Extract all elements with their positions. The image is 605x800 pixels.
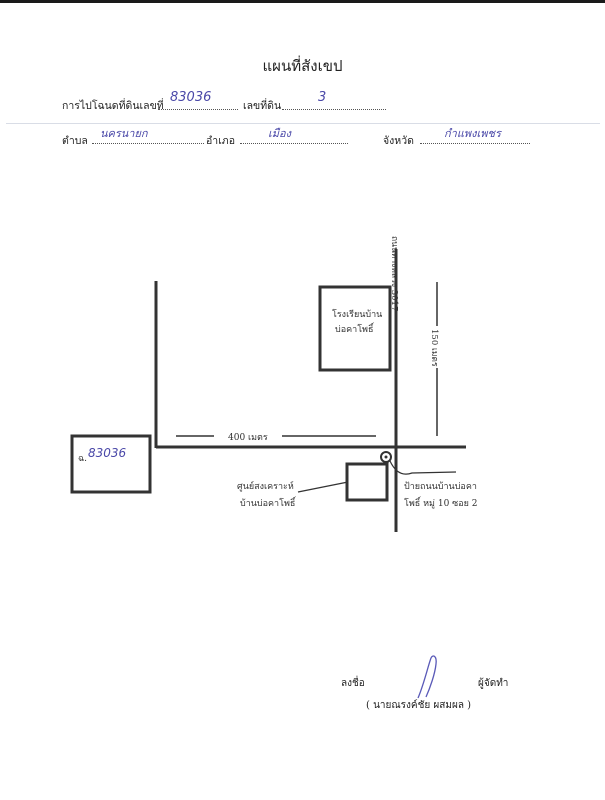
center-label-line2: บ้านบ่อคาโพธิ์ [240, 499, 296, 509]
province-value: กำแพงเพชร [444, 127, 501, 140]
sign-marker-dot [385, 456, 388, 459]
province-label: จังหวัด [383, 135, 414, 147]
parcel-prefix: ฉ. [78, 454, 87, 464]
school-label-line1: โรงเรียนบ้าน [332, 310, 383, 320]
center-label-line1: ศูนย์สงเคราะห์ [237, 482, 294, 492]
page-title: แผนที่สังเขป [262, 57, 343, 75]
school-label-line2: บ่อคาโพธิ์ [335, 325, 374, 335]
deed-number-value: 83036 [170, 90, 212, 105]
highway-label: ถนนทางหลวง 3017 [389, 236, 399, 312]
signature-prefix: ลงชื่อ [341, 678, 365, 689]
distance-vertical-label: 150 เมตร [429, 329, 439, 367]
signature-scribble [418, 656, 436, 698]
district-value: เมือง [268, 127, 291, 140]
land-no-value: 3 [318, 90, 327, 105]
deed-label: การไปโฉนดที่ดินเลขที่ [62, 100, 164, 112]
parcel-number: 83036 [88, 446, 127, 460]
subdistrict-label: ตำบล [62, 135, 88, 147]
sign-leader [390, 461, 456, 474]
distance-horizontal-label: 400 เมตร [228, 433, 268, 443]
subdistrict-value: นครนายก [100, 127, 148, 140]
sign-label-line1: ป้ายถนนบ้านบ่อคา [404, 482, 477, 492]
center-building [347, 464, 387, 500]
district-label: อำเภอ [206, 135, 236, 147]
center-leader [298, 482, 348, 492]
sign-label-line2: โพธิ์ หมู่ 10 ซอย 2 [404, 499, 478, 509]
signer-name: ( นายณรงค์ชัย ผสมผล ) [366, 700, 472, 711]
signature-role: ผู้จัดทำ [478, 678, 509, 689]
land-no-label: เลขที่ดิน [243, 100, 282, 112]
